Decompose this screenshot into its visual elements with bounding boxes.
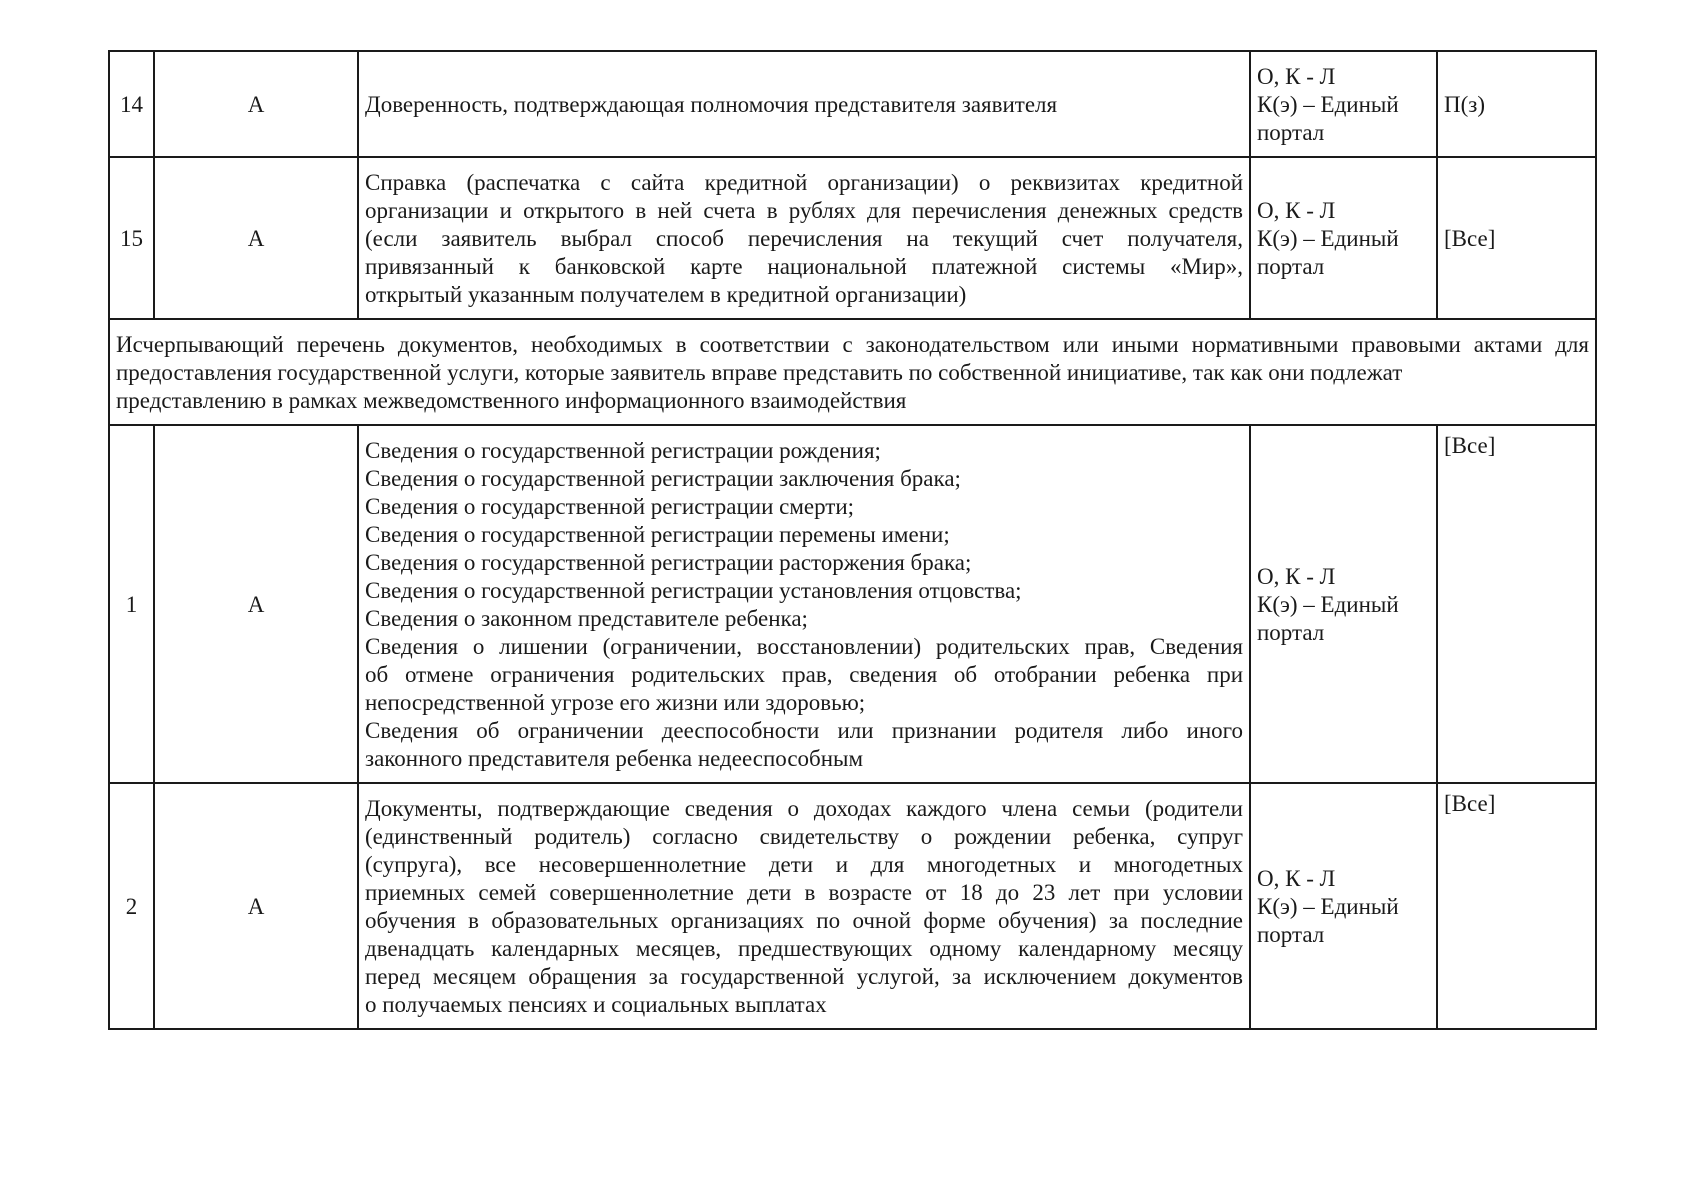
document-name-line: непосредственной угрозе его жизни или здоровью; bbox=[365, 690, 866, 715]
submission-forms bbox=[1250, 51, 1437, 157]
document-name-line: привязанный к банковской карте национальной платежной системы «Мир», bbox=[365, 254, 1243, 279]
table-row bbox=[109, 783, 1596, 1029]
forms-line: К(э) – Единый bbox=[1257, 592, 1399, 617]
document-name bbox=[358, 783, 1250, 1029]
forms-line: К(э) – Единый bbox=[1257, 226, 1399, 251]
row-number: 15 bbox=[109, 157, 154, 319]
document-name-line: Доверенность, подтверждающая полномочия представителя заявителя bbox=[365, 92, 1058, 117]
document-name-line: перед месяцем обращения за государственной услугой, за исключением документов bbox=[365, 964, 1243, 989]
table-row bbox=[109, 157, 1596, 319]
recipients: [Все] bbox=[1437, 157, 1596, 319]
row-category: А bbox=[154, 425, 358, 783]
document-name-line: (супруга), все несовершеннолетние дети и для многодетных и многодетных bbox=[365, 852, 1243, 877]
forms-line: О, К - Л bbox=[1257, 198, 1336, 223]
document-name-line: открытый указанным получателем в кредитной организации) bbox=[365, 282, 967, 307]
table-row bbox=[109, 51, 1596, 157]
document-name-line: о получаемых пенсиях и социальных выплатах bbox=[365, 992, 827, 1017]
documents-table bbox=[108, 50, 1597, 1030]
document-name bbox=[358, 51, 1250, 157]
recipients: [Все] bbox=[1437, 783, 1596, 1029]
document-name-line: организации и открытого в ней счета в рублях для перечисления денежных средств bbox=[365, 198, 1243, 223]
document-name-line: Сведения о государственной регистрации рождения; bbox=[365, 438, 881, 463]
document-name-line: Сведения о государственной регистрации перемены имени; bbox=[365, 522, 950, 547]
document-name-line: об отмене ограничения родительских прав, сведения об отобрании ребенка при bbox=[365, 662, 1243, 687]
document-name-line: Сведения о государственной регистрации смерти; bbox=[365, 494, 855, 519]
section-header-line: Исчерпывающий перечень документов, необходимых в соответствии с законодательством или иными нормативными правовыми актами для bbox=[116, 332, 1589, 357]
document-name-line: Сведения о законном представителе ребенка; bbox=[365, 606, 808, 631]
row-number: 2 bbox=[109, 783, 154, 1029]
document-name-line: Сведения о лишении (ограничении, восстановлении) родительских прав, Сведения bbox=[365, 634, 1243, 659]
section-header-line: представлению в рамках межведомственного информационного взаимодействия bbox=[116, 388, 907, 413]
document-name-line: двенадцать календарных месяцев, предшествующих одному календарному месяцу bbox=[365, 936, 1243, 961]
table-row bbox=[109, 425, 1596, 783]
section-header-line: предоставления государственной услуги, которые заявитель вправе представить по собственной инициативе, так как они подлежат bbox=[116, 360, 1403, 385]
forms-line: портал bbox=[1257, 254, 1325, 279]
forms-line: О, К - Л bbox=[1257, 866, 1336, 891]
document-name-line: Сведения о государственной регистрации расторжения брака; bbox=[365, 550, 972, 575]
document-name-line: приемных семей совершеннолетние дети в возрасте от 18 до 23 лет при условии bbox=[365, 880, 1243, 905]
document-name-line: (если заявитель выбрал способ перечисления на текущий счет получателя, bbox=[365, 226, 1243, 251]
row-category: А bbox=[154, 51, 358, 157]
row-number: 14 bbox=[109, 51, 154, 157]
document-name-line: Справка (распечатка с сайта кредитной организации) о реквизитах кредитной bbox=[365, 170, 1243, 195]
section-header bbox=[109, 319, 1596, 425]
section-header-row bbox=[109, 319, 1596, 425]
document-name-line: Сведения о государственной регистрации установления отцовства; bbox=[365, 578, 1022, 603]
document-name-line: Документы, подтверждающие сведения о доходах каждого члена семьи (родители bbox=[365, 796, 1243, 821]
document-name bbox=[358, 157, 1250, 319]
recipients: [Все] bbox=[1437, 425, 1596, 783]
forms-line: К(э) – Единый bbox=[1257, 92, 1399, 117]
document-name-line: (единственный родитель) согласно свидетельству о рождении ребенка, супруг bbox=[365, 824, 1243, 849]
document-name-line: Сведения об ограничении дееспособности или признании родителя либо иного bbox=[365, 718, 1243, 743]
row-category: А bbox=[154, 157, 358, 319]
forms-line: портал bbox=[1257, 922, 1325, 947]
document-name bbox=[358, 425, 1250, 783]
forms-line: К(э) – Единый bbox=[1257, 894, 1399, 919]
submission-forms bbox=[1250, 157, 1437, 319]
row-number: 1 bbox=[109, 425, 154, 783]
forms-line: портал bbox=[1257, 620, 1325, 645]
document-name-line: обучения в образовательных организациях по очной форме обучения) за последние bbox=[365, 908, 1243, 933]
submission-forms bbox=[1250, 783, 1437, 1029]
submission-forms bbox=[1250, 425, 1437, 783]
recipients: П(з) bbox=[1437, 51, 1596, 157]
row-category: А bbox=[154, 783, 358, 1029]
forms-line: портал bbox=[1257, 120, 1325, 145]
document-name-line: законного представителя ребенка недееспособным bbox=[365, 746, 864, 771]
forms-line: О, К - Л bbox=[1257, 64, 1336, 89]
forms-line: О, К - Л bbox=[1257, 564, 1336, 589]
document-name-line: Сведения о государственной регистрации заключения брака; bbox=[365, 466, 961, 491]
